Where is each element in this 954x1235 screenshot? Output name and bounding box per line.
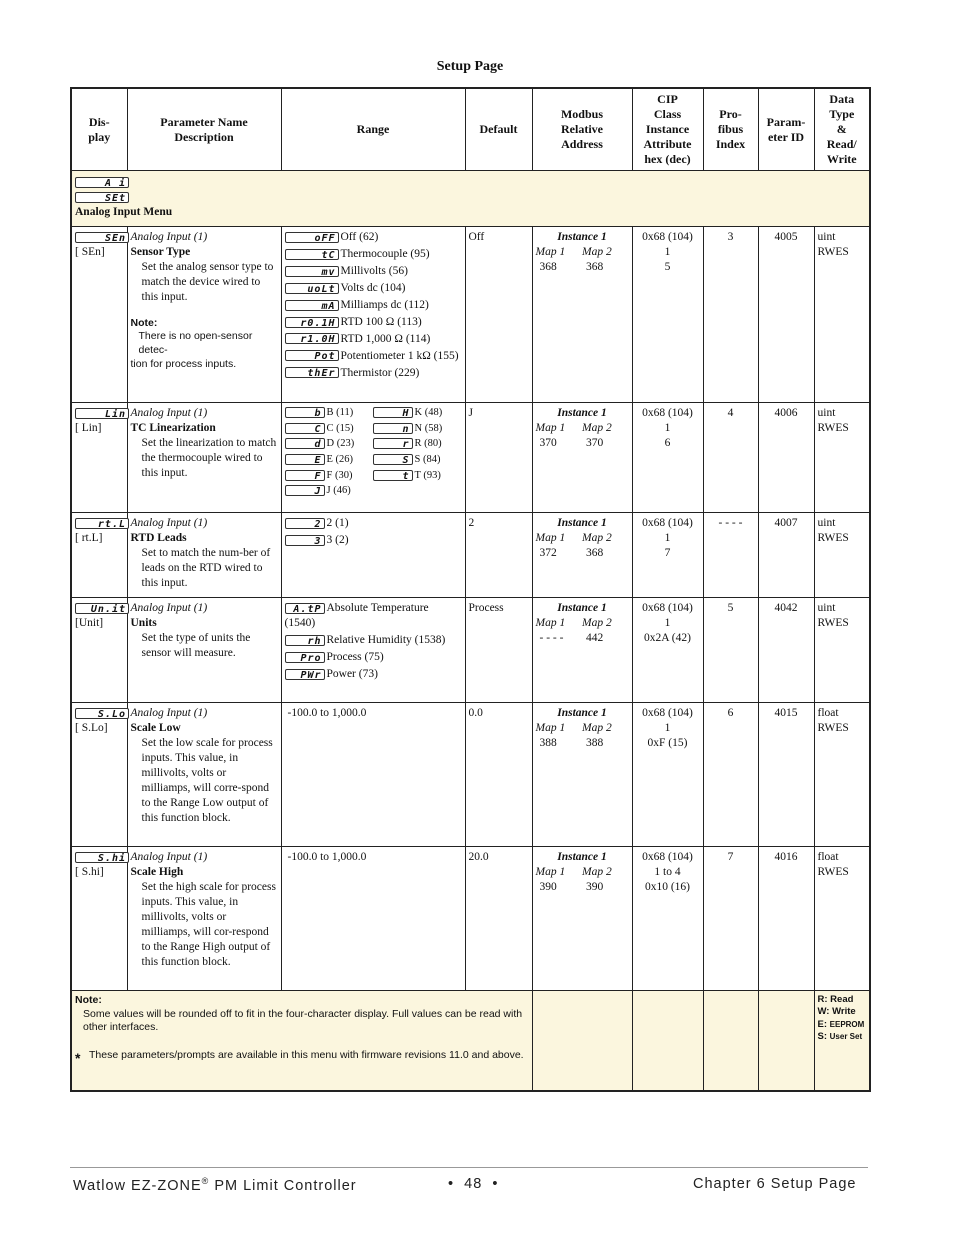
modbus-cell (532, 227, 632, 403)
table-row (71, 703, 870, 847)
range-option: Thermocouple (95) (340, 247, 430, 260)
range-option: D (23) (326, 438, 355, 450)
range-option: Process (75) (326, 650, 384, 663)
range-option: F (30) (326, 469, 353, 481)
lcd-display: SEt (75, 192, 129, 203)
map2-value: 370 (586, 436, 604, 449)
header-modbus: Modbus Relative Address (532, 88, 632, 171)
modbus-instance: Instance 1 (557, 231, 607, 243)
modbus-instance: Instance 1 (557, 517, 607, 529)
data-type: float RWES (814, 703, 870, 847)
header-profibus: Pro- fibus Index (703, 88, 758, 171)
range-option: Absolute Temperature (1540) (284, 602, 429, 629)
range-option: RTD 1,000 Ω (114) (340, 332, 431, 345)
map1-label: Map 1 (535, 245, 566, 258)
cip-cell: 0x68 (104) 1 7 (632, 513, 703, 598)
modbus-cell (532, 703, 632, 847)
display-code: [ rt.L] (75, 531, 103, 544)
lcd-display: E (285, 454, 325, 465)
param-name: Scale High (130, 865, 184, 878)
lcd-display: n (373, 423, 413, 434)
data-type: uint RWES (814, 403, 870, 513)
table-row (71, 403, 870, 513)
page-number: • 48 • (448, 1176, 499, 1192)
default-value: J (465, 403, 532, 513)
empty-cell (758, 991, 814, 1091)
range-option: Milliamps dc (112) (340, 298, 429, 311)
map1-label: Map 1 (535, 421, 566, 434)
menu-label: Analog Input Menu (75, 205, 173, 218)
table-row (71, 847, 870, 991)
lcd-display: J (285, 485, 325, 496)
table-row (71, 227, 870, 403)
data-type: uint RWES (814, 598, 870, 703)
default-value: 20.0 (465, 847, 532, 991)
param-name: RTD Leads (130, 531, 187, 544)
lcd-display: oFF (285, 232, 339, 243)
data-type: uint RWES (814, 227, 870, 403)
profibus-index: 6 (703, 703, 758, 847)
lcd-display: d (285, 438, 325, 449)
parameter-id: 4007 (758, 513, 814, 598)
param-desc: Set the low scale for process inputs. This value, in millivolts, volts or milliamps, will corre-spond to the Range Low output of this function block. (141, 736, 273, 824)
map1-value: 390 (539, 880, 557, 893)
modbus-cell (532, 403, 632, 513)
lcd-display: rt.L (75, 518, 129, 529)
range-option: Relative Humidity (1538) (326, 633, 446, 646)
map1-value: 388 (539, 736, 557, 749)
asterisk-note: These parameters/prompts are available in this menu with firmware revisions 11.0 and above. (89, 1048, 524, 1061)
lcd-display: b (285, 407, 325, 418)
header-range: Range (281, 88, 465, 171)
lcd-display: t (373, 470, 413, 481)
lcd-display: rh (285, 635, 325, 646)
range-option: E (26) (326, 453, 354, 465)
param-category: Analog Input (1) (130, 602, 208, 614)
lcd-display: Pro (285, 652, 325, 663)
cip-cell: 0x68 (104) 1 0x2A (42) (632, 598, 703, 703)
range-option: Potentiometer 1 kΩ (155) (340, 349, 459, 362)
header-cip: CIP Class Instance Attribute hex (dec) (632, 88, 703, 171)
map2-label: Map 2 (582, 531, 612, 544)
data-type: uint RWES (814, 513, 870, 598)
note-text: There is no open-sensor detec- (138, 330, 253, 356)
param-desc: Set to match the num-ber of leads on the RTD wired to this input. (141, 546, 271, 589)
map2-label: Map 2 (582, 421, 612, 434)
map1-label: Map 1 (535, 531, 566, 544)
lcd-display: S (373, 454, 413, 465)
parameter-id: 4016 (758, 847, 814, 991)
notes-cell (71, 991, 532, 1091)
map1-value: 372 (539, 546, 557, 559)
table-row (71, 513, 870, 598)
lcd-display: r0.1H (285, 317, 339, 328)
rw-legend: R: Read W: Write E: EEPROM S: User Set (814, 991, 870, 1091)
data-type: float RWES (814, 847, 870, 991)
param-category: Analog Input (1) (130, 851, 208, 863)
cip-cell: 0x68 (104) 1 0xF (15) (632, 703, 703, 847)
param-category: Analog Input (1) (130, 407, 208, 419)
range-option: T (93) (414, 469, 441, 481)
lcd-display: PWr (285, 669, 325, 680)
lcd-display: mv (285, 266, 339, 277)
range-option: B (11) (326, 407, 354, 418)
range-option: Millivolts (56) (340, 264, 408, 277)
table-row (71, 598, 870, 703)
lcd-display: Lin (75, 408, 129, 419)
lcd-display: C (285, 423, 325, 434)
footer-left: Watlow EZ-ZONE® PM Limit Controller (73, 1176, 357, 1194)
default-value: Off (465, 227, 532, 403)
range-option: RTD 100 Ω (113) (340, 315, 422, 328)
param-desc: Set the type of units the sensor will measure. (141, 631, 251, 659)
lcd-display: A i (75, 177, 129, 188)
display-code: [ S.hi] (75, 865, 104, 878)
profibus-index: 4 (703, 403, 758, 513)
parameter-id: 4042 (758, 598, 814, 703)
notes-row (71, 991, 870, 1091)
range-cell (281, 598, 465, 703)
lcd-display: mA (285, 300, 339, 311)
default-value: 0.0 (465, 703, 532, 847)
map1-label: Map 1 (535, 616, 566, 629)
lcd-display: thEr (285, 367, 339, 378)
modbus-instance: Instance 1 (557, 851, 607, 863)
modbus-instance: Instance 1 (557, 407, 607, 419)
range-text: -100.0 to 1,000.0 (281, 847, 465, 991)
lcd-display: SEn (75, 232, 129, 243)
cip-cell: 0x68 (104) 1 5 (632, 227, 703, 403)
map2-value: 368 (586, 260, 604, 273)
param-desc: Set the high scale for process inputs. This value, in millivolts, volts or milliamps, will cor-respond to the Range High output of this function block. (141, 880, 276, 968)
lcd-display: S.Lo (75, 708, 129, 719)
default-value: 2 (465, 513, 532, 598)
menu-cell (71, 171, 870, 227)
page-title: Setup Page (436, 59, 504, 74)
map1-value: - - - - (539, 631, 564, 644)
range-option: Power (73) (326, 667, 378, 680)
lcd-display: uoLt (285, 283, 339, 294)
note-label: Note: (75, 994, 102, 1006)
map1-value: 370 (539, 436, 557, 449)
lcd-display: H (373, 407, 413, 418)
header-row (71, 88, 870, 171)
display-code: [ Lin] (75, 421, 102, 434)
lcd-display: tC (285, 249, 339, 260)
header-display: Dis- play (71, 88, 127, 171)
display-code: [ SEn] (75, 245, 105, 258)
param-category: Analog Input (1) (130, 707, 208, 719)
footer-rule (70, 1167, 868, 1168)
map2-label: Map 2 (582, 616, 612, 629)
header-param: Parameter Name Description (127, 88, 281, 171)
map2-value: 368 (586, 546, 604, 559)
map1-label: Map 1 (535, 865, 566, 878)
cip-cell: 0x68 (104) 1 to 4 0x10 (16) (632, 847, 703, 991)
lcd-display: 2 (285, 518, 325, 529)
footer-right: Chapter 6 Setup Page (693, 1176, 857, 1192)
lcd-display: r (373, 438, 413, 449)
lcd-display: F (285, 470, 325, 481)
cip-cell: 0x68 (104) 1 6 (632, 403, 703, 513)
range-option: R (80) (414, 438, 442, 450)
param-desc: Set the analog sensor type to match the device wired to this input. (141, 260, 274, 303)
parameter-id: 4005 (758, 227, 814, 403)
parameter-id: 4015 (758, 703, 814, 847)
range-cell (281, 513, 465, 598)
param-name: Sensor Type (130, 245, 191, 258)
map2-value: 442 (586, 631, 604, 644)
modbus-cell (532, 847, 632, 991)
note-label: Note: (130, 316, 158, 329)
param-desc: Set the linearization to match the thermocouple wired to this input. (141, 436, 277, 479)
map2-value: 388 (586, 736, 604, 749)
lcd-display: 3 (285, 535, 325, 546)
profibus-index: - - - - (703, 513, 758, 598)
range-option: Thermistor (229) (340, 366, 420, 379)
parameter-table (70, 87, 871, 1092)
asterisk: * (75, 1049, 81, 1066)
display-code: [Unit] (75, 616, 104, 629)
param-name: TC Linearization (130, 421, 216, 434)
map2-value: 390 (586, 880, 604, 893)
modbus-cell (532, 598, 632, 703)
note-text: Some values will be rounded off to fit in the four-character display. Full values can be read with other interfaces. (83, 1007, 523, 1034)
header-paramid: Param- eter ID (758, 88, 814, 171)
range-option: N (58) (414, 422, 443, 434)
profibus-index: 5 (703, 598, 758, 703)
map2-label: Map 2 (582, 721, 612, 734)
range-cell (281, 227, 465, 403)
lcd-display: S.hi (75, 852, 129, 863)
param-category: Analog Input (1) (130, 231, 208, 243)
param-name: Scale Low (130, 721, 181, 734)
param-category: Analog Input (1) (130, 517, 208, 529)
lcd-display: r1.0H (285, 333, 339, 344)
range-option: 3 (2) (326, 533, 349, 546)
lcd-display: A.tP (285, 603, 325, 614)
header-default: Default (465, 88, 532, 171)
empty-cell (632, 991, 703, 1091)
map1-value: 368 (539, 260, 557, 273)
header-datatype: Data Type & Read/ Write (814, 88, 870, 171)
range-text: -100.0 to 1,000.0 (281, 703, 465, 847)
range-option: S (84) (414, 453, 441, 465)
map2-label: Map 2 (582, 865, 612, 878)
menu-row (71, 171, 870, 227)
param-name: Units (130, 616, 157, 629)
map1-label: Map 1 (535, 721, 566, 734)
empty-cell (532, 991, 632, 1091)
range-option: K (48) (414, 407, 443, 418)
modbus-instance: Instance 1 (557, 602, 607, 614)
range-option: Off (62) (340, 231, 379, 243)
range-option: 2 (1) (326, 517, 349, 529)
range-option: J (46) (326, 485, 351, 497)
parameter-id: 4006 (758, 403, 814, 513)
lcd-display: Un.it (75, 603, 129, 614)
lcd-display: Pot (285, 350, 339, 361)
profibus-index: 7 (703, 847, 758, 991)
map2-label: Map 2 (582, 245, 612, 258)
empty-cell (703, 991, 758, 1091)
profibus-index: 3 (703, 227, 758, 403)
modbus-instance: Instance 1 (557, 707, 607, 719)
range-cell (281, 403, 465, 513)
note-text: tion for process inputs. (130, 357, 237, 370)
range-option: C (15) (326, 422, 354, 434)
display-code: [ S.Lo] (75, 721, 108, 734)
default-value: Process (465, 598, 532, 703)
modbus-cell (532, 513, 632, 598)
range-option: Volts dc (104) (340, 281, 406, 294)
